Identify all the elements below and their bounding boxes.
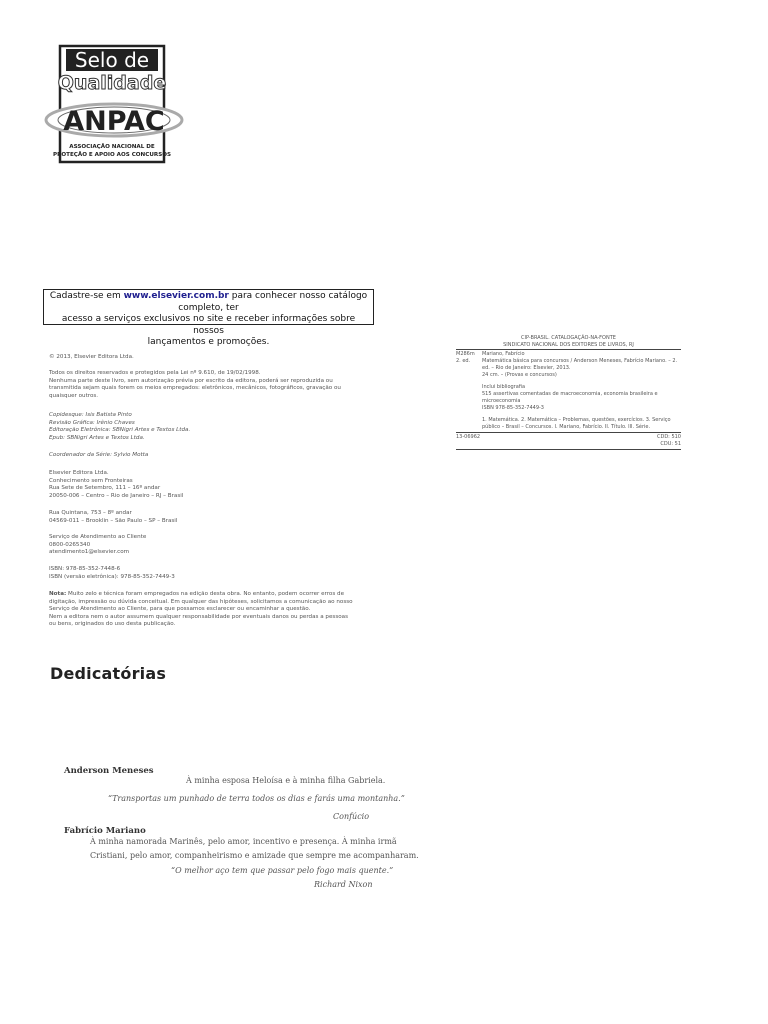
credit-line: Copidesque: Isis Batista Pinto	[49, 412, 132, 418]
address-rio	[49, 470, 183, 500]
address-line: Rua Quintana, 753 – 8º andar	[49, 510, 132, 516]
seal-sub2: PROTEÇÃO E APOIO AOS CONCURSOS	[52, 152, 172, 158]
note-line: Nem a editora nem o autor assumem qualquer responsabilidade por eventuais danos ou perdas a pessoas	[49, 613, 349, 620]
cip-number: 13-06962	[456, 434, 481, 440]
service-line: Serviço de Atendimento ao Cliente	[49, 534, 147, 540]
series-coordinator: Coordenador da Série: Sylvio Motta	[49, 452, 149, 458]
note-line: ou bens, originados do uso desta publicação.	[49, 621, 176, 628]
rights-line: quaisquer outros.	[49, 392, 99, 399]
dedication-text-1: À minha esposa Heloísa e à minha filha Gabriela.	[186, 776, 386, 785]
cadastre-box	[43, 289, 374, 347]
cip-rule-top	[456, 349, 681, 350]
cadastre-suffix: para conhecer nosso catálogo completo, ter	[178, 291, 368, 313]
seal-sub1: ASSOCIAÇÃO NACIONAL DE	[69, 144, 155, 150]
address-line: 20050-006 – Centro – Rio de Janeiro – RJ – Brasil	[49, 492, 184, 499]
cadastre-line3: lançamentos e promoções.	[147, 337, 270, 347]
note-line-first: Nota: Muito zelo e técnica foram empregados na edição desta obra. No entanto, podem ocorrer erros de	[49, 591, 345, 597]
dedication-text-2b: Cristiani, pelo amor, companheirismo e amizade que sempre me acompanharam.	[90, 851, 419, 860]
seal-line3: ANPAC	[63, 106, 165, 137]
customer-service	[49, 534, 146, 557]
cip-subjects: 1. Matemática. 2. Matemática – Problemas, questões, exercícios. 3. Serviço público – Brasil – Concursos. I. Mariano, Fabrício. II. Título. III. Série.	[482, 417, 671, 430]
credit-line: Epub: SBNigri Artes e Textos Ltda.	[49, 434, 145, 441]
cip-author: Mariano, Fabrício	[482, 351, 525, 357]
cadastre-line1	[47, 291, 370, 314]
rights-line: transmitida sejam quais forem os meios empregados: eletrônicos, mecânicos, fotográficos, gravação ou	[49, 385, 341, 392]
rights-line: Todos os direitos reservados e protegidos pela Lei nº 9.610, de 19/02/1998.	[49, 370, 261, 376]
service-line: 0800-0265340	[49, 541, 91, 548]
dedication-quote-2: “O melhor aço tem que passar pelo fogo mais quente.”	[171, 866, 394, 875]
cip-code2: 2. ed.	[456, 358, 471, 364]
cip-cdu: CDU: 51	[660, 441, 681, 447]
cip-biblio: Inclui bibliografia 515 assertivas comentadas de macroeconomia, economia brasileira e microeconomia ISBN 978-85-352-7449-3	[482, 384, 658, 411]
rights-line: Nenhuma parte deste livro, sem autorização prévia por escrito da editora, poderá ser reproduzida ou	[49, 377, 333, 384]
anpac-seal-logo	[44, 44, 184, 166]
isbn-block	[49, 566, 175, 581]
note-line: digitação, impressão ou dúvida conceitual. Em qualquer das hipóteses, solicitamos a comunicação ao nosso	[49, 598, 353, 605]
address-sp	[49, 510, 177, 525]
address-line: Rua Sete de Setembro, 111 – 16º andar	[49, 485, 161, 492]
dedication-attribution-1: Confúcio	[333, 812, 370, 821]
seal-line1: Selo de	[74, 48, 150, 72]
credit-line: Editoração Eletrônica: SBNigri Artes e Textos Ltda.	[49, 427, 191, 434]
dedication-author-2: Fabrício Mariano	[64, 826, 146, 836]
isbn-line: ISBN: 978-85-352-7448-6	[49, 566, 121, 572]
dedication-attribution-2: Richard Nixon	[314, 880, 373, 889]
dedication-quote-1: “Transportas um punhado de terra todos os dias e farás uma montanha.”	[108, 794, 405, 803]
service-email[interactable]: atendimento1@elsevier.com	[49, 549, 130, 556]
credit-line: Revisão Gráfica: Irênio Chaves	[49, 419, 135, 426]
cip-title-line: 24 cm. – (Provas e concursos)	[482, 372, 557, 378]
dedications-title: Dedicatórias	[50, 664, 167, 683]
cadastre-line2: acesso a serviços exclusivos no site e receber informações sobre nossos	[61, 314, 356, 336]
cip-header1: CIP-BRASIL. CATALOGAÇÃO-NA-FONTE	[521, 335, 616, 341]
cip-rule-mid	[456, 432, 681, 433]
note-label: Nota:	[49, 591, 67, 597]
note-line: Serviço de Atendimento ao Cliente, para que possamos esclarecer ou encaminhar a questão.	[49, 606, 311, 613]
cip-title-line: Matemática básica para concursos / Anderson Meneses, Fabrício Mariano. – 2.	[482, 358, 678, 364]
cip-title-line: ed. – Rio de Janeiro: Elsevier, 2013.	[482, 365, 571, 371]
credits-block	[49, 412, 190, 442]
copyright-year: © 2013, Elsevier Editora Ltda.	[49, 354, 134, 360]
dedication-text-2a: À minha namorada Marinês, pelo amor, incentivo e presença. À minha irmã	[90, 837, 397, 846]
rights-block	[49, 370, 341, 400]
dedication-author-1: Anderson Meneses	[64, 766, 154, 776]
cip-catalog-block	[456, 335, 681, 451]
elsevier-link[interactable]: www.elsevier.com.br	[123, 291, 229, 301]
cip-header2: SINDICATO NACIONAL DOS EDITORES DE LIVROS, RJ	[503, 341, 634, 348]
cadastre-prefix: Cadastre-se em	[49, 291, 124, 301]
isbn-line: ISBN (versão eletrônica): 978-85-352-7449-3	[49, 573, 175, 580]
address-line: 04569-011 – Brooklin – São Paulo – SP – Brasil	[49, 517, 178, 524]
seal-line2: Qualidade	[57, 72, 167, 94]
address-line: Conhecimento sem Fronteiras	[49, 477, 133, 484]
cip-rule-bottom	[456, 449, 681, 450]
cip-cdd: CDD: 510	[656, 434, 681, 440]
cip-code1: M286m	[456, 351, 475, 357]
note-block	[49, 591, 353, 629]
address-line: Elsevier Editora Ltda.	[49, 470, 109, 476]
